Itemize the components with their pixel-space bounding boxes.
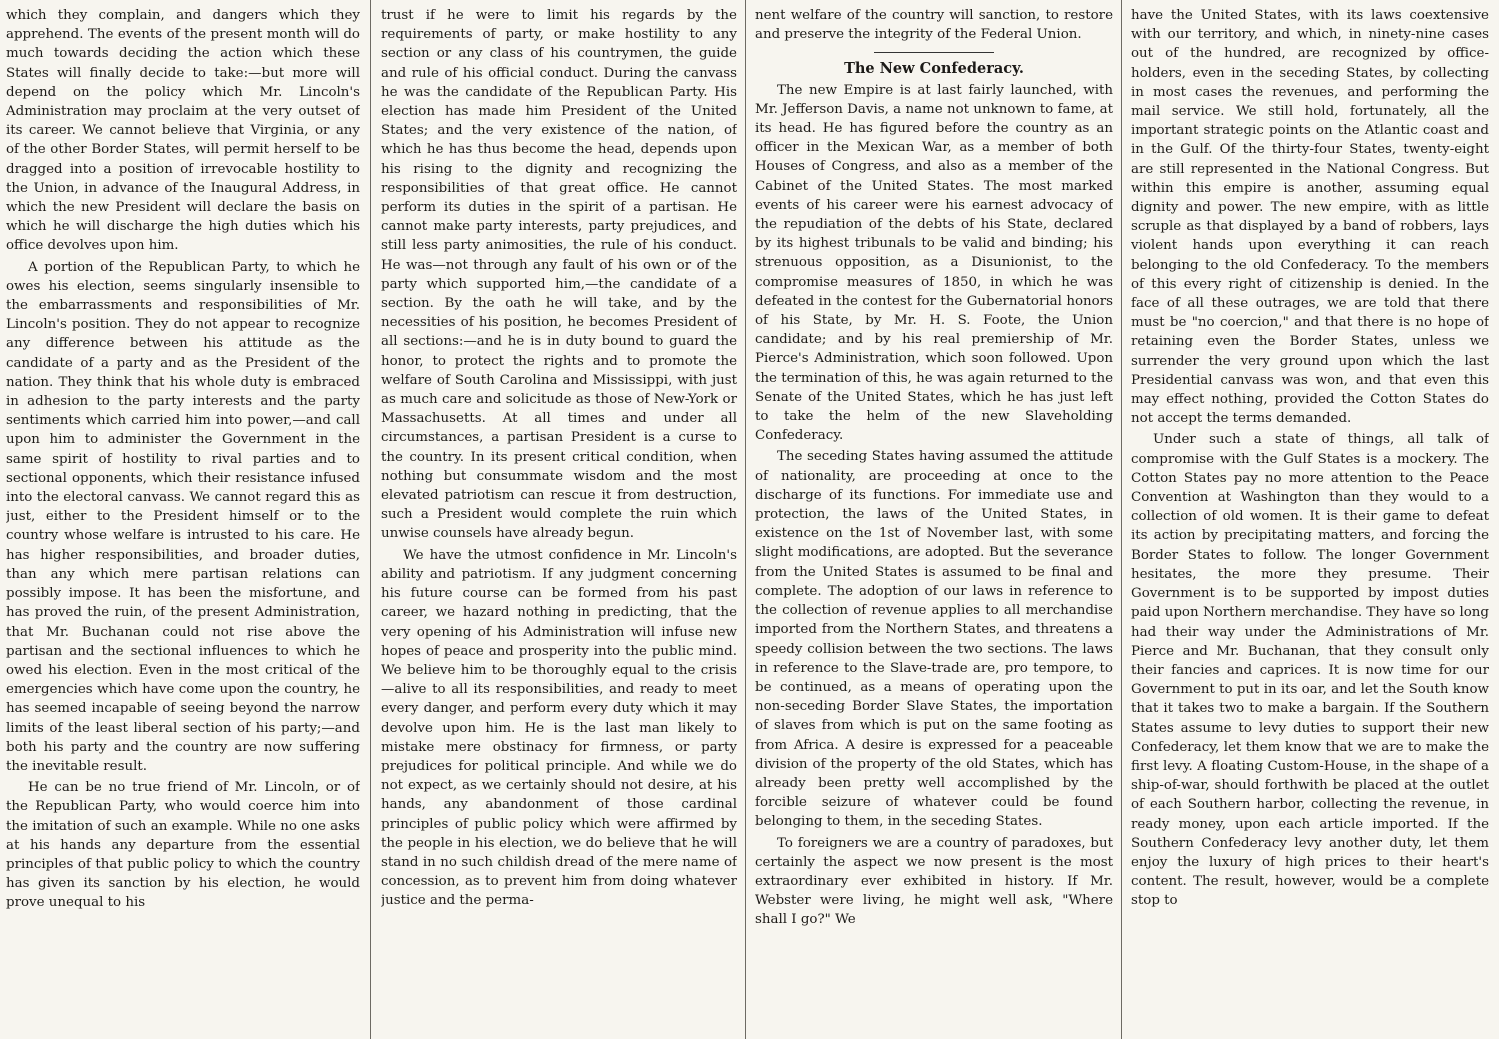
- column-2-paragraph-1: trust if he were to limit his regards by the requirements of party, or make hostility to any section or any class of his countrymen, the guide and rule of his official conduct. During the canvass he was the candidate of the Republican Party. His election has made him President of the United States; and the very existence of the nation, of which he has thus become the head, depends upon his rising to the dignity and recognizing the responsibilities of that great office. He cannot perform its duties in the spirit of a partisan. He cannot make party interests, party prejudices, and still less party animosities, the rule of his conduct. He was—not through any fault of his own or of the party which supported him,—the candidate of a section. By the oath he will take, and by the necessities of his position, he becomes President of all sections:—and he is in duty bound to guard the honor, to protect the rights and to promote the welfare of South Carolina and Mississippi, with just as much care and solicitude as those of New-York or Massachusetts. At all times and under all circumstances, a partisan President is a curse to the country. In its present critical condition, when nothing but consummate wisdom and the most elevated patriotism can rescue it from destruction, such a President would complete the ruin which unwise counsels have already begun.: [381, 8, 737, 542]
- column-2: [381, 6, 737, 911]
- headline-rule: [874, 52, 994, 53]
- column-3-paragraph-3: To foreigners we are a country of paradoxes, but certainly the aspect we now present is the most extraordinary ever exhibited in history. If Mr. Webster were living, he might well ask, "Where shall I go?" We: [755, 835, 1113, 928]
- column-4-paragraph-2: Under such a state of things, all talk of compromise with the Gulf States is a mockery. The Cotton States pay no more attention to the Peace Convention at Washington than they would to a collection of old women. It is their game to defeat its action by precipitating matters, and forcing the Border States to follow. The longer Government hesitates, the more they presume. Their Government is to be supported by impost duties paid upon Northern merchandise. They have so long had their way under the Administrations of Mr. Pierce and Mr. Buchanan, that they consult only their fancies and caprices. It is now time for our Government to put in its oar, and let the South know that it takes two to make a bargain. If the Southern States assume to levy duties to support their new Confederacy, let them know that we are to make the first levy. A floating Custom-House, in the shape of a ship-of-war, should forthwith be placed at the outlet of each Southern harbor, collecting the revenue, in ready money, upon each article imported. If the Southern Confederacy levy another duty, let them enjoy the luxury of high prices to their heart's content. The result, however, would be a complete stop to: [1131, 432, 1489, 909]
- column-3-lead: nent welfare of the country will sanction, to restore and preserve the integrity of the Federal Union.: [755, 8, 1113, 43]
- column-4: [1131, 6, 1489, 911]
- column-3-paragraph-1: The new Empire is at last fairly launched, with Mr. Jefferson Davis, a name not unknown to fame, at its head. He has figured before the country as an officer in the Mexican War, as a member of both Houses of Congress, and also as a member of the Cabinet of the United States. The most marked events of his career were his earnest advocacy of the repudiation of the debts of his State, declared by its highest tribunals to be valid and binding; his strenuous opposition, as a Disunionist, to the compromise measures of 1850, in which he was defeated in the contest for the Gubernatorial honors of his State, by Mr. H. S. Foote, the Union candidate; and by his real premiership of Mr. Pierce's Administration, which soon followed. Upon the termination of this, he was again returned to the Senate of the United States, which he has just left to take the helm of the new Slaveholding Confederacy.: [755, 82, 1113, 444]
- column-4-paragraph-1: have the United States, with its laws coextensive with our territory, and which, in ninety-nine cases out of the hundred, are recognized by office-holders, even in the seceding States, by collecting in most cases the revenues, and performing the mail service. We still hold, fortunately, all the important strategic points on the Atlantic coast and in the Gulf. Of the thirty-four States, twenty-eight are still represented in the National Congress. But within this empire is another, assuming equal dignity and power. The new empire, with as little scruple as that displayed by a band of robbers, lays violent hands upon everything it can reach belonging to the old Confederacy. To the members of this every right of citizenship is denied. In the face of all these outrages, we are told that there must be "no coercion," and that there is no hope of retaining even the Border States, unless we surrender the very ground upon which the last Presidential canvass was won, and that even this may effect nothing, provided the Cotton States do not accept the terms demanded.: [1131, 8, 1489, 427]
- column-1-paragraph-1: which they complain, and dangers which they apprehend. The events of the present month will do much towards deciding the action which these States will finally decide to take:—but more will depend on the policy which Mr. Lincoln's Administration may proclaim at the very outset of its career. We cannot believe that Virginia, or any of the other Border States, will permit herself to be dragged into a position of irrevocable hostility to the Union, in advance of the Inaugural Address, in which the new President will declare the basis on which he will discharge the high duties which his office devolves upon him.: [6, 8, 360, 254]
- column-rule-2: [745, 0, 746, 1039]
- column-3: [755, 6, 1113, 930]
- column-rule-3: [1121, 0, 1122, 1039]
- headline: The New Confederacy.: [844, 60, 1024, 78]
- column-1-paragraph-2: A portion of the Republican Party, to which he owes his election, seems singularly insensible to the embarrassments and responsibilities of Mr. Lincoln's position. They do not appear to recognize any difference between his attitude as the candidate of a party and as the President of the nation. They think that his whole duty is embraced in adhesion to the party interests and the party sentiments which carried him into power,—and call upon him to administer the Government in the same spirit of hostility to rival parties and to sectional opponents, which their resistance infused into the electoral canvass. We cannot regard this as just, either to the President himself or to the country whose welfare is intrusted to his care. He has higher responsibilities, and broader duties, than any which mere partisan relations can possibly impose. It has been the misfortune, and has proved the ruin, of the present Administration, that Mr. Buchanan could not rise above the partisan and the sectional influences to which he owed his election. Even in the most critical of the emergencies which have come upon the country, he has seemed incapable of seeing beyond the narrow limits of the least liberal section of his party;—and both his party and the country are now suffering the inevitable result.: [6, 259, 360, 774]
- column-1-paragraph-3: He can be no true friend of Mr. Lincoln, or of the Republican Party, who would coerce him into the imitation of such an example. While no one asks at his hands any departure from the essential principles of that public policy to which the country has given its sanction by his election, he would prove unequal to his: [6, 780, 360, 911]
- column-1: [6, 6, 360, 913]
- column-rule-1: [370, 0, 371, 1039]
- column-3-paragraph-2: The seceding States having assumed the attitude of nationality, are proceeding at once to the discharge of its functions. For immediate use and protection, the laws of the United States, in existence on the 1st of November last, with some slight modifications, are adopted. But the severance from the United States is assumed to be final and complete. The adoption of our laws in reference to the collection of revenue applies to all merchandise imported from the Northern States, and threatens a speedy collision between the two sections. The laws in reference to the Slave-trade are, pro tempore, to be continued, as a means of operating upon the non-seceding Border Slave States, the importation of slaves from which is put on the same footing as from Africa. A desire is expressed for a peaceable division of the property of the old States, which has already been pretty well accomplished by the forcible seizure of whatever could be found belonging to them, in the seceding States.: [755, 449, 1113, 830]
- column-2-paragraph-2: We have the utmost confidence in Mr. Lincoln's ability and patriotism. If any judgment concerning his future course can be formed from his past career, we hazard nothing in predicting, that the very opening of his Administration will infuse new hopes of peace and prosperity into the public mind. We believe him to be thoroughly equal to the crisis—alive to all its responsibilities, and ready to meet every danger, and perform every duty which it may devolve upon him. He is the last man likely to mistake mere obstinacy for firmness, or party prejudices for political principle. And while we do not expect, as we certainly should not desire, at his hands, any abandonment of those cardinal principles of public policy which were affirmed by the people in his election, we do believe that he will stand in no such childish dread of the mere name of concession, as to prevent him from doing whatever justice and the perma-: [381, 547, 737, 909]
